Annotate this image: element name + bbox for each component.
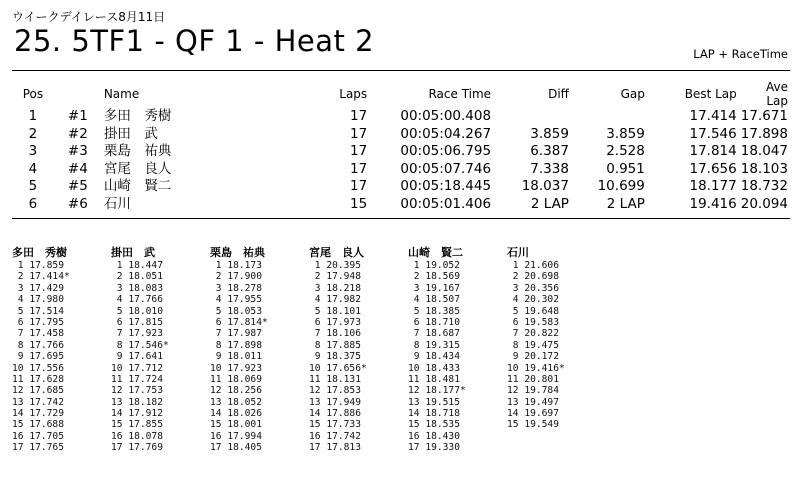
result-best-lap: 18.177 [689, 178, 737, 195]
lap-time-entry: 4 17.766 [111, 294, 163, 306]
lap-time-entry: 5 17.514 [12, 305, 64, 317]
result-diff: 18.037 [521, 178, 569, 195]
lap-time-entry: 17 17.769 [111, 442, 163, 454]
result-ave-lap: 20.094 [740, 195, 788, 212]
lap-column [408, 244, 466, 454]
lap-time-entry: 8 17.546* [111, 339, 169, 351]
result-laps: 17 [350, 160, 368, 177]
lap-time-entry: 16 18.078 [111, 430, 163, 442]
col-ave-lap: Ave Lap [766, 80, 788, 108]
result-ave-lap: 18.732 [740, 178, 788, 195]
col-number [54, 80, 102, 108]
result-name: 栗島 祐典 [103, 143, 172, 160]
lap-column-driver-name: 多田 秀樹 [12, 246, 67, 259]
lap-time-entry: 7 20.822 [507, 328, 559, 340]
result-number: #4 [67, 160, 88, 177]
lap-time-entry: 3 18.278 [210, 282, 262, 294]
lap-time-entry: 5 18.385 [408, 305, 460, 317]
result-name: 多田 秀樹 [103, 108, 172, 125]
lap-time-entry: 4 17.980 [12, 294, 64, 306]
result-gap: 2.528 [606, 143, 645, 160]
result-row [12, 161, 790, 179]
lap-time-entry: 9 18.434 [408, 351, 460, 363]
lap-time-entry: 11 17.724 [111, 373, 163, 385]
lap-column-driver-name: 栗島 祐典 [210, 246, 265, 259]
result-best-lap: 17.546 [689, 125, 737, 142]
result-best-lap: 17.414 [689, 108, 737, 125]
result-diff [493, 108, 571, 126]
lap-time-entry: 4 18.507 [408, 294, 460, 306]
result-pos: 6 [28, 195, 38, 212]
result-row [12, 108, 790, 126]
lap-time-entry: 10 17.656* [309, 362, 367, 374]
lap-time-entry: 3 19.167 [408, 282, 460, 294]
lap-time-entry: 6 17.973 [309, 316, 361, 328]
lap-time-entry: 13 18.052 [210, 396, 262, 408]
result-race-time: 00:05:01.406 [400, 195, 492, 212]
lap-column-driver-name: 宮尾 良人 [309, 246, 364, 259]
lap-time-entry: 6 19.583 [507, 316, 559, 328]
lap-time-entry: 2 17.900 [210, 271, 262, 283]
lap-time-entry: 8 19.315 [408, 339, 460, 351]
lap-time-entry: 15 18.535 [408, 419, 460, 431]
result-diff: 2 LAP [530, 195, 569, 212]
result-row [12, 196, 790, 214]
header-divider [12, 70, 790, 71]
lap-time-entry: 8 17.766 [12, 339, 64, 351]
lap-time-entry: 13 19.497 [507, 396, 559, 408]
col-race-time: Race Time [428, 87, 492, 101]
lap-time-entry: 14 17.912 [111, 408, 163, 420]
lap-time-entry: 11 20.801 [507, 373, 559, 385]
result-ave-lap: 18.047 [740, 143, 788, 160]
result-laps: 15 [350, 195, 368, 212]
page-title: 25. 5TF1 - QF 1 - Heat 2 [14, 24, 375, 58]
lap-column [12, 244, 70, 454]
result-pos: 2 [28, 125, 38, 142]
result-diff: 3.859 [530, 125, 569, 142]
lap-time-entry: 1 18.447 [111, 260, 163, 271]
col-gap: Gap [620, 87, 645, 101]
lap-time-entry: 14 18.718 [408, 408, 460, 420]
lap-column [111, 244, 169, 454]
result-number: #1 [67, 108, 88, 125]
result-gap [571, 108, 647, 126]
result-row [12, 126, 790, 144]
lap-time-entry: 7 18.106 [309, 328, 361, 340]
lap-time-entry: 17 17.765 [12, 442, 64, 454]
lap-time-entry: 2 20.698 [507, 271, 559, 283]
result-gap: 3.859 [606, 125, 645, 142]
col-best-lap: Best Lap [684, 87, 737, 101]
lap-time-entry: 1 21.606 [507, 260, 559, 271]
lap-time-entry: 14 17.886 [309, 408, 361, 420]
lap-column [210, 244, 268, 454]
lap-time-entry: 13 18.182 [111, 396, 163, 408]
lap-time-entry: 2 18.569 [408, 271, 460, 283]
lap-time-entry: 5 18.053 [210, 305, 262, 317]
result-race-time: 00:05:07.746 [400, 160, 492, 177]
result-laps: 17 [350, 125, 368, 142]
lap-time-entry: 9 18.011 [210, 351, 262, 363]
col-pos: Pos [22, 87, 44, 101]
lap-time-entry: 7 18.687 [408, 328, 460, 340]
lap-time-entry: 12 19.784 [507, 385, 559, 397]
results-table [12, 80, 790, 213]
result-ave-lap: 17.898 [740, 125, 788, 142]
results-divider [12, 218, 790, 219]
result-ave-lap: 18.103 [740, 160, 788, 177]
lap-time-entry: 1 19.052 [408, 260, 460, 271]
lap-time-entry: 5 18.101 [309, 305, 361, 317]
lap-time-entry: 9 20.172 [507, 351, 559, 363]
col-diff: Diff [548, 87, 569, 101]
lap-time-entry: 10 17.712 [111, 362, 163, 374]
lap-time-entry: 11 18.131 [309, 373, 361, 385]
lap-time-entry: 1 20.395 [309, 260, 361, 271]
lap-time-entry: 9 17.695 [12, 351, 64, 363]
lap-time-entry: 4 20.302 [507, 294, 559, 306]
lap-time-entry: 11 17.628 [12, 373, 64, 385]
lap-time-entry: 6 18.710 [408, 316, 460, 328]
lap-time-entry: 8 17.898 [210, 339, 262, 351]
lap-time-entry: 12 18.177* [408, 385, 466, 397]
result-race-time: 00:05:04.267 [400, 125, 492, 142]
col-name: Name [103, 87, 140, 101]
lap-time-entry: 14 18.026 [210, 408, 262, 420]
result-gap: 2 LAP [606, 195, 645, 212]
result-laps: 17 [350, 143, 368, 160]
lap-column-driver-name: 山崎 賢二 [408, 246, 463, 259]
result-name: 宮尾 良人 [103, 160, 172, 177]
lap-time-entry: 16 18.430 [408, 430, 460, 442]
lap-time-entry: 15 17.688 [12, 419, 64, 431]
lap-time-entry: 4 17.982 [309, 294, 361, 306]
lap-time-entry: 12 18.256 [210, 385, 262, 397]
results-header-row [12, 80, 790, 108]
lap-time-entry: 12 17.685 [12, 385, 64, 397]
result-gap: 0.951 [606, 160, 645, 177]
lap-time-entry: 11 18.069 [210, 373, 262, 385]
lap-time-entry: 1 17.859 [12, 260, 64, 271]
lap-column [309, 244, 367, 454]
result-gap: 10.699 [597, 178, 645, 195]
lap-time-entry: 5 18.010 [111, 305, 163, 317]
lap-time-entry: 13 19.515 [408, 396, 460, 408]
lap-time-entry: 17 18.405 [210, 442, 262, 454]
lap-time-entry: 6 17.815 [111, 316, 163, 328]
col-laps: Laps [339, 87, 368, 101]
lap-time-entry: 4 17.955 [210, 294, 262, 306]
lap-time-entry: 7 17.987 [210, 328, 262, 340]
result-diff: 7.338 [530, 160, 569, 177]
lap-time-entry: 7 17.458 [12, 328, 64, 340]
lap-time-entry: 16 17.742 [309, 430, 361, 442]
result-pos: 5 [28, 178, 38, 195]
lap-time-entry: 15 17.855 [111, 419, 163, 431]
lap-time-entry: 8 17.885 [309, 339, 361, 351]
result-name: 掛田 武 [103, 125, 158, 142]
lap-time-entry: 16 17.705 [12, 430, 64, 442]
lap-time-entry: 13 17.742 [12, 396, 64, 408]
lap-time-entry: 3 18.083 [111, 282, 163, 294]
result-best-lap: 17.656 [689, 160, 737, 177]
lap-time-entry: 10 19.416* [507, 362, 565, 374]
lap-column-driver-name: 掛田 武 [111, 246, 155, 259]
result-name: 山崎 賢二 [103, 178, 172, 195]
lap-time-entry: 2 17.414* [12, 271, 70, 283]
lap-time-entry: 10 17.556 [12, 362, 64, 374]
lap-time-entry: 14 17.729 [12, 408, 64, 420]
report-mode-label: LAP + RaceTime [693, 47, 788, 61]
result-number: #2 [67, 125, 88, 142]
lap-time-entry: 3 18.218 [309, 282, 361, 294]
lap-time-entry: 15 19.549 [507, 419, 559, 431]
page-subtitle: ウイークデイレース8月11日 [12, 10, 166, 24]
result-diff: 6.387 [530, 143, 569, 160]
lap-time-entry: 9 18.375 [309, 351, 361, 363]
lap-time-entry: 10 18.433 [408, 362, 460, 374]
lap-time-entry: 10 17.923 [210, 362, 262, 374]
lap-time-entry: 15 18.001 [210, 419, 262, 431]
lap-time-entry: 15 17.733 [309, 419, 361, 431]
lap-time-entry: 12 17.853 [309, 385, 361, 397]
lap-time-entry: 7 17.923 [111, 328, 163, 340]
lap-time-entry: 8 19.475 [507, 339, 559, 351]
result-pos: 3 [28, 143, 38, 160]
lap-column-driver-name: 石川 [507, 246, 529, 259]
lap-time-entry: 2 18.051 [111, 271, 163, 283]
lap-time-entry: 17 19.330 [408, 442, 460, 454]
lap-time-entry: 3 20.356 [507, 282, 559, 294]
lap-time-entry: 5 19.648 [507, 305, 559, 317]
lap-time-entry: 6 17.795 [12, 316, 64, 328]
result-pos: 1 [28, 108, 38, 125]
result-laps: 17 [350, 108, 368, 125]
lap-time-entry: 9 17.641 [111, 351, 163, 363]
results-body [12, 108, 790, 213]
result-number: #6 [67, 195, 88, 212]
result-number: #3 [67, 143, 88, 160]
result-ave-lap: 17.671 [740, 108, 788, 125]
lap-time-entry: 16 17.994 [210, 430, 262, 442]
result-pos: 4 [28, 160, 38, 177]
lap-time-entry: 12 17.753 [111, 385, 163, 397]
result-best-lap: 19.416 [689, 195, 737, 212]
result-row [12, 178, 790, 196]
lap-time-entry: 3 17.429 [12, 282, 64, 294]
lap-time-entry: 13 17.949 [309, 396, 361, 408]
result-race-time: 00:05:00.408 [400, 108, 492, 125]
lap-time-entry: 1 18.173 [210, 260, 262, 271]
result-number: #5 [67, 178, 88, 195]
lap-time-entry: 11 18.481 [408, 373, 460, 385]
result-laps: 17 [350, 178, 368, 195]
result-best-lap: 17.814 [689, 143, 737, 160]
lap-time-entry: 17 17.813 [309, 442, 361, 454]
result-name: 石川 [103, 195, 131, 212]
lap-column [507, 244, 565, 431]
lap-time-entry: 6 17.814* [210, 316, 268, 328]
result-race-time: 00:05:06.795 [400, 143, 492, 160]
lap-time-entry: 14 19.697 [507, 408, 559, 420]
result-race-time: 00:05:18.445 [400, 178, 492, 195]
result-row [12, 143, 790, 161]
lap-time-entry: 2 17.948 [309, 271, 361, 283]
